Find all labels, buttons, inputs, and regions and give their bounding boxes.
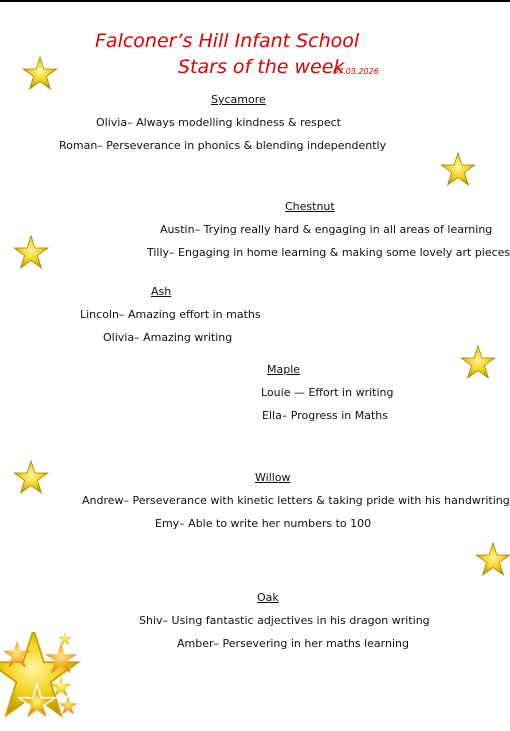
gold-star-icon — [440, 152, 476, 188]
entry-line: Emy– Able to write her numbers to 100 — [155, 517, 372, 530]
class-heading-oak: Oak — [257, 591, 279, 604]
gold-star-icon — [13, 235, 49, 271]
entry-line: Ella– Progress in Maths — [262, 409, 389, 422]
gold-star-icon — [475, 542, 510, 578]
entry-line: Olivia– Amazing writing — [103, 331, 233, 344]
school-name-title: Falconer’s Hill Infant School — [95, 30, 360, 52]
class-heading-ash: Ash — [151, 285, 172, 298]
entry-line: Olivia– Always modelling kindness & respect — [96, 116, 341, 129]
entry-line: Andrew– Perseverance with kinetic letters & taking pride with his handwriting — [82, 494, 510, 507]
gold-star-icon — [13, 460, 49, 496]
gold-star-icon — [460, 345, 496, 381]
entry-line: Austin– Trying really hard & engaging in all areas of learning — [160, 223, 493, 236]
subtitle: Stars of the week — [178, 56, 345, 78]
class-heading-maple: Maple — [267, 363, 301, 376]
entry-line: Roman– Perseverance in phonics & blending independently — [59, 139, 387, 152]
entry-line: Amber– Persevering in her maths learning — [177, 637, 409, 650]
gold-star-icon — [22, 56, 58, 92]
top-border-line — [0, 0, 510, 2]
date-label: 07.03.2026 — [333, 67, 379, 76]
entry-line: Lincoln– Amazing effort in maths — [80, 308, 261, 321]
class-heading-sycamore: Sycamore — [211, 93, 266, 106]
entry-line: Shiv– Using fantastic adjectives in his dragon writing — [139, 614, 430, 627]
entry-line: Louie — Effort in writing — [261, 386, 394, 399]
star-cluster-icon — [0, 632, 90, 731]
entry-line: Tilly– Engaging in home learning & making some lovely art pieces — [147, 246, 510, 259]
class-heading-chestnut: Chestnut — [285, 200, 335, 213]
class-heading-willow: Willow — [255, 471, 291, 484]
